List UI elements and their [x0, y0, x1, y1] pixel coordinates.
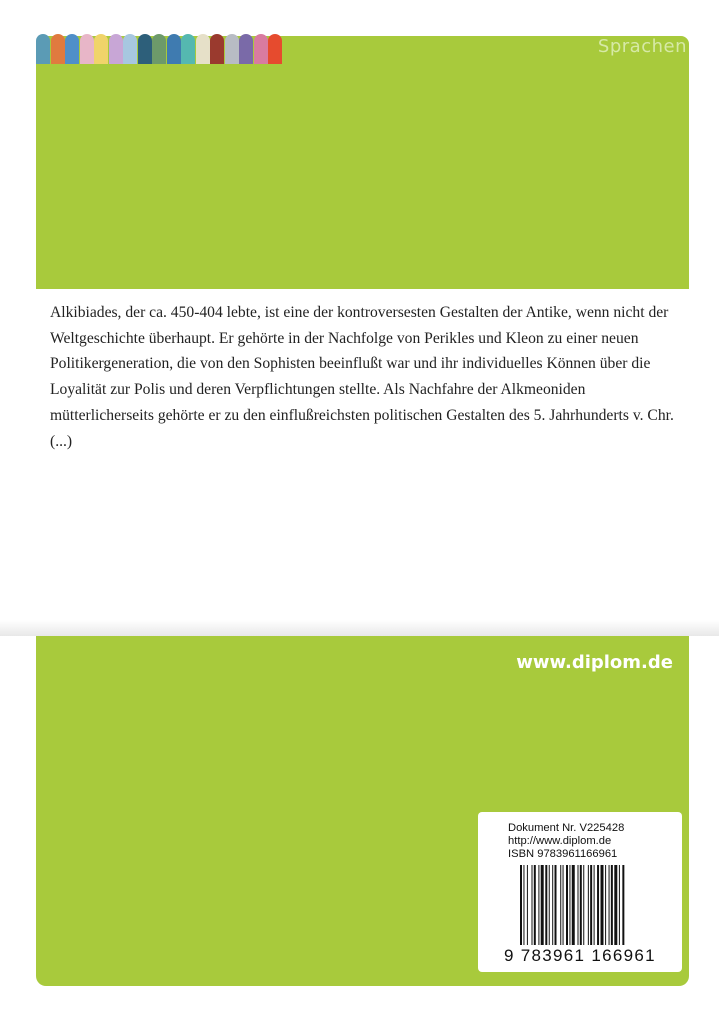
barcode-bar [538, 865, 539, 945]
barcode-bar [597, 865, 599, 945]
color-tab [152, 34, 166, 64]
color-tab [254, 34, 268, 64]
barcode-box [478, 812, 682, 972]
barcode-bar [578, 865, 579, 945]
barcode-bar [523, 865, 524, 945]
publisher-website[interactable]: www.diplom.de [516, 652, 673, 673]
barcode-bar [611, 865, 613, 945]
color-tab [138, 34, 152, 64]
color-tab [167, 34, 181, 64]
barcode-bar [605, 865, 606, 945]
barcode-bar [552, 865, 553, 945]
barcode-bar [572, 865, 575, 945]
color-tabs-strip [36, 34, 296, 64]
barcode-bar [563, 865, 564, 945]
barcode-bar [566, 865, 568, 945]
document-number: Dokument Nr. V225428 [508, 822, 625, 834]
color-tab [65, 34, 79, 64]
color-tab [80, 34, 94, 64]
barcode-bar [569, 865, 570, 945]
color-tab [36, 34, 50, 64]
book-blurb: Alkibiades, der ca. 450-404 lebte, ist eine der kontroversesten Gestalten der Antike, wenn nicht der Weltgeschichte überhaupt. Er gehörte in der Nachfolge von Perikles und Kleon zu einer neuen Politikergeneration, die von den Sophisten beeinflußt war und ihr individuelles Können über die Loyalität zur Polis und deren Verpflichtungen stellte. Als Nachfahre der Alkmeoniden mütterlicherseits gehörte er zu den einflußreichsten politischen Gestalten des 5. Jahrhunderts v. Chr. (...) [50, 304, 674, 450]
barcode-bar [527, 865, 528, 945]
color-tab [268, 34, 282, 64]
color-tab [94, 34, 108, 64]
barcode-bar [583, 865, 584, 945]
barcode-bar [580, 865, 582, 945]
barcode-bar [588, 865, 589, 945]
barcode-bar [590, 865, 592, 945]
color-tab [109, 34, 123, 64]
barcode-bar [541, 865, 544, 945]
barcode-bar [609, 865, 610, 945]
color-tab [196, 34, 210, 64]
barcode-bar [622, 865, 624, 945]
page-fold-shadow [0, 620, 719, 636]
barcode-bar [555, 865, 557, 945]
barcode-bar [560, 865, 561, 945]
barcode-bar [545, 865, 547, 945]
barcode-bar [619, 865, 620, 945]
barcode-bar [532, 865, 533, 945]
color-tab [51, 34, 65, 64]
color-tab [181, 34, 195, 64]
barcode-image [520, 865, 670, 955]
color-tab [225, 34, 239, 64]
color-tab [210, 34, 224, 64]
barcode-bar [534, 865, 536, 945]
barcode-bar [549, 865, 550, 945]
barcode-bar [520, 865, 522, 945]
barcode-bar [614, 865, 617, 945]
color-tab [123, 34, 137, 64]
publisher-url: http://www.diplom.de [508, 835, 612, 847]
barcode-bar [601, 865, 604, 945]
color-tab [239, 34, 253, 64]
cover-top-panel [36, 36, 689, 289]
category-label: Sprachen [597, 36, 687, 57]
barcode-digits: 9 783961 166961 [504, 946, 656, 965]
barcode-bar [594, 865, 595, 945]
isbn-text: ISBN 9783961166961 [508, 848, 618, 860]
